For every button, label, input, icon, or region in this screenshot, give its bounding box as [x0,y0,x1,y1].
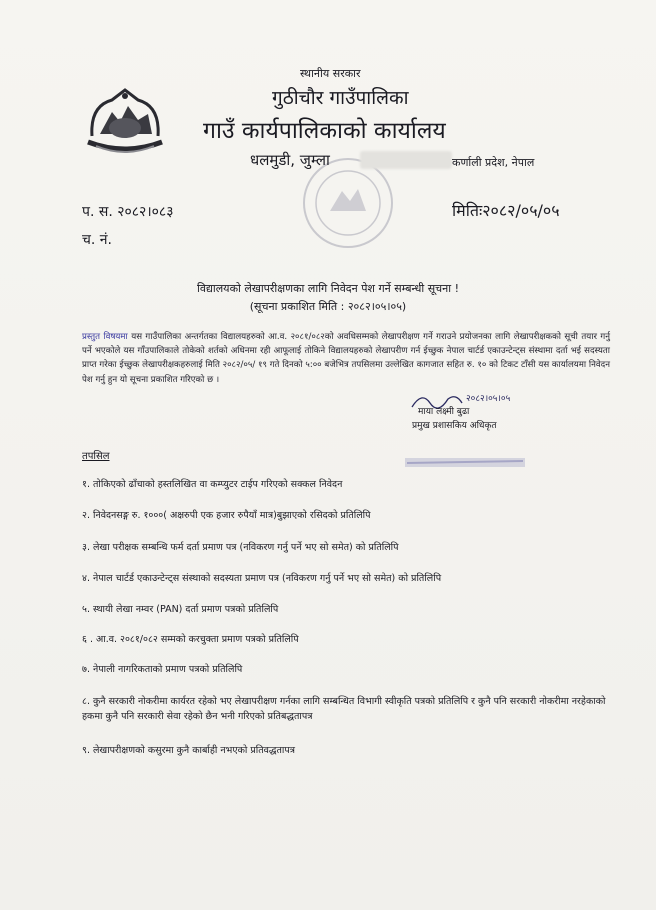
signatory-title: प्रमुख प्रशासकिय अधिकृत [412,421,497,431]
schedule-item-7: ७. नेपाली नागरिकताको प्रमाण पत्रको प्रतिलिपि [82,664,243,675]
schedule-item-2: २. निवेदनसङ्ग रु. १०००( अक्षरुपी एक हजार रुपैयाँ मात्र)बुझाएको रसिदको प्रतिलिपि [82,510,371,521]
redacted-area [360,151,452,169]
notice-body-lead: प्रस्तुत विषयमा [82,332,128,342]
signatory-name: माया लक्ष्मी बुढा [418,407,470,417]
office-address: धलमुडी, जुम्ला [250,151,330,169]
schedule-item-6: ६ . आ.व. २०८१/०८२ सम्मको करचुक्ता प्रमाण पत्रको प्रतिलिपि [82,634,299,645]
schedule-item-9: ९. लेखापरीक्षणको कसुरमा कुनै कार्बाही नभएको प्रतिवद्धतापत्र [82,745,296,756]
notice-published-date: (सूचना प्रकाशित मिति : २०८२।०५।०५) [249,300,407,313]
schedule-item-5: ५. स्थायी लेखा नम्वर (PAN) दर्ता प्रमाण पत्रको प्रतिलिपि [82,604,279,615]
municipality-name: गुठीचौर गाउँपालिका [272,87,409,109]
reference-number: प. स. २०८२।०८३ [82,204,174,220]
notice-subject: विद्यालयको लेखापरीक्षणका लागि निवेदन पेश गर्ने सम्बन्धी सूचना ! [196,282,460,295]
schedule-item-3: ३. लेखा परीक्षक सम्बन्धि फर्म दर्ता प्रमाण पत्र (नविकरण गर्नु पर्ने भए सो समेत) को प्रतिलिपि [82,542,399,553]
signature-handwritten-date: २०८२।०५।०५ [466,394,511,404]
nepal-emblem-icon [82,86,168,158]
schedule-item-4: ४. नेपाल चार्टर्ड एकाउन्टेन्ट्स संस्थाको सदस्यता प्रमाण पत्र (नविकरण गर्नु पर्ने भए सो समेत) को प्रतिलिपि [82,573,442,584]
province-label: कर्णाली प्रदेश, नेपाल [452,156,535,169]
schedule-heading: तपसिल [82,451,110,462]
schedule-item-8: ८. कुनै सरकारी नोकरीमा कार्यरत रहेको भए लेखापरीक्षण गर्नका लागि सम्बन्धित विभागी स्वीकृति पत्रको प्रतिलिपि र कुनै पनि सरकारी नोकरीमा नरहेकाको हकमा कुनै पनि सरकारी सेवा रहेको छैन भनी गरिएको प्रतिबद्धतापत्र [82,696,606,722]
dispatch-number: च. नं. [82,232,113,248]
office-title: गाउँ कार्यपालिकाको कार्यालय [203,118,446,144]
letter-date: मितिः२०८२/०५/०५ [452,201,560,220]
faint-stamp-mark-icon [405,455,540,471]
notice-body [82,330,610,387]
local-government-label: स्थानीय सरकार [300,67,361,80]
notice-body-text: यस गाउँपालिका अन्तर्गतका विद्यालयहरुको आ.व. २०८१/०८२को अवधिसम्मको लेखापरीक्षण गर्ने गराउने प्रयोजनका लागि लेखापरीक्षकको सूची तयार गर्नु पर्ने भएकोले यस गाँउपालिकाले तोकेको शर्तको अधिनमा रही आफूलाई तोकिने विद्यालयहरुको लेखापरीण गर्न ईच्छुक नेपाल चार्टर्ड एकाउन्टेन्ट्स संस्थामा दर्ता भई सदस्यता प्राप्त गरेका ईच्छुक लेखापरीक्षकहरुलाई मिति २०८२/०५/ १९ गते दिनको ५:०० बजेभित्र तपसिलमा उल्लेखित कागजात सहित रु. १० को टिकट टाँसी यस कार्यालयमा निवेदन पेश गर्नु हुन यो सूचना प्रकाशित गरिएको छ । [82,332,610,385]
schedule-item-1: १. तोकिएको ढाँचाको हस्तलिखित वा कम्प्युटर टाईप गरिएको सक्कल निवेदन [82,479,343,490]
